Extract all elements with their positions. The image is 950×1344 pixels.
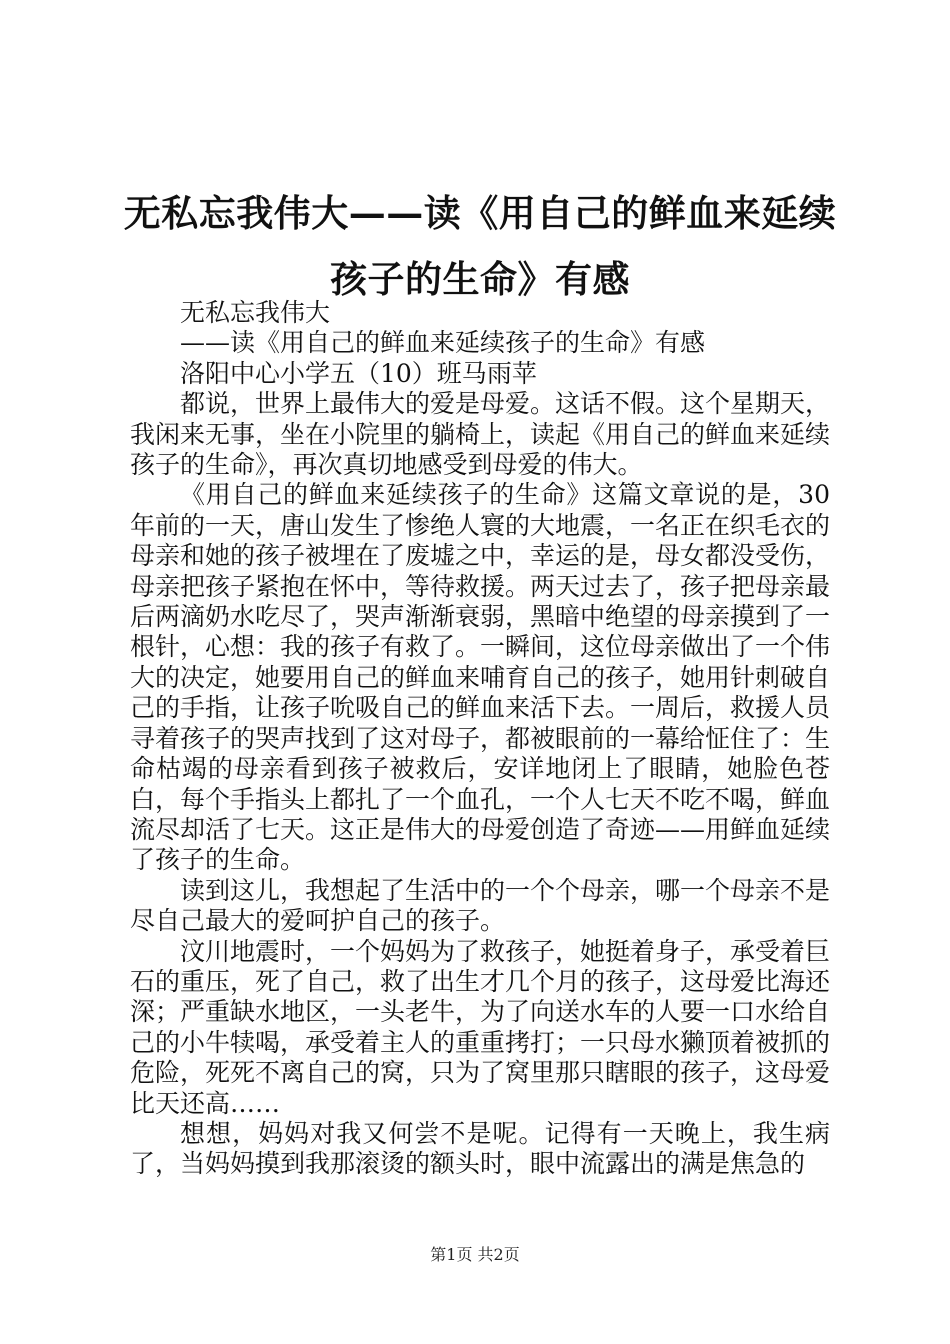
page-number-footer: 第1页 共2页 — [430, 1245, 520, 1264]
paragraph-5: 想想，妈妈对我又何尝不是呢。记得有一天晚上，我生病了，当妈妈摸到我那滚烫的额头时，眼中流露出的满是焦急的 — [130, 1118, 830, 1179]
paragraph-2: 《用自己的鲜血来延续孩子的生命》这篇文章说的是，30年前的一天，唐山发生了惨绝人寰的大地震，一名正在织毛衣的母亲和她的孩子被埋在了废墟之中，幸运的是，母女都没受伤，母亲把孩子紧抱在怀中，等待救援。两天过去了，孩子把母亲最后两滴奶水吃尽了，哭声渐渐衰弱，黑暗中绝望的母亲摸到了一根针，心想：我的孩子有救了。一瞬间，这位母亲做出了一个伟大的决定，她要用自己的鲜血来哺育自己的孩子，她用针刺破自己的手指，让孩子吮吸自己的鲜血来活下去。一周后，救援人员寻着孩子的哭声找到了这对母子，都被眼前的一幕给怔住了：生命枯竭的母亲看到孩子被救后，安详地闭上了眼睛，她脸色苍白，每个手指头上都扎了一个血孔，一个人七天不吃不喝，鲜血流尽却活了七天。这正是伟大的母爱创造了奇迹——用鲜血延续了孩子的生命。 — [130, 480, 831, 875]
paragraph-4: 汶川地震时，一个妈妈为了救孩子，她挺着身子，承受着巨石的重压，死了自己，救了出生才几个月的孩子，这母爱比海还深；严重缺水地区，一头老牛，为了向送水车的人要一口水给自己的小牛犊喝，承受着主人的重重拷打；一只母水獭顶着被抓的危险，死死不离自己的窝，只为了窝里那只瞎眼的孩子，这母爱比天还高…… — [130, 936, 831, 1118]
heading-line-author: 洛阳中心小学五（10）班马雨苹 — [180, 358, 537, 388]
paragraph-1: 都说，世界上最伟大的爱是母爱。这话不假。这个星期天，我闲来无事，坐在小院里的躺椅上，读起《用自己的鲜血来延续孩子的生命》，再次真切地感受到母爱的伟大。 — [130, 389, 831, 480]
heading-line-title: 无私忘我伟大 — [180, 298, 331, 327]
heading-line-subtitle: ——读《用自己的鲜血来延续孩子的生命》有感 — [180, 328, 706, 358]
paragraph-3: 读到这儿，我想起了生活中的一个个母亲，哪一个母亲不是尽自己最大的爱呵护自己的孩子。 — [130, 875, 831, 936]
document-body — [130, 298, 830, 1180]
page-title: 无私忘我伟大——读《用自己的鲜血来延续孩子的生命》有感 — [123, 191, 837, 301]
